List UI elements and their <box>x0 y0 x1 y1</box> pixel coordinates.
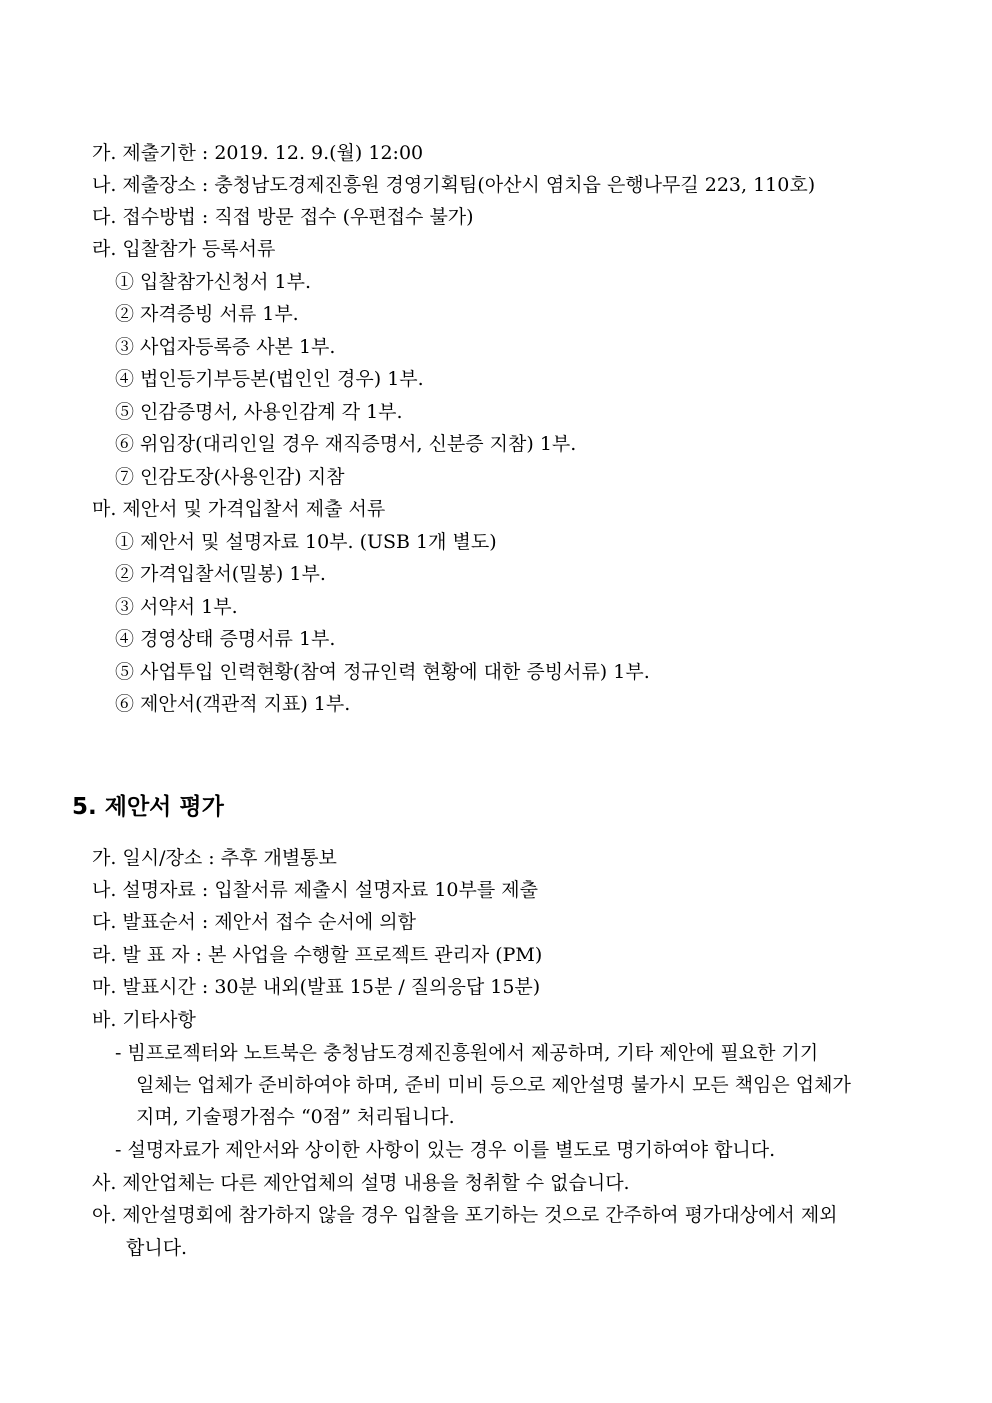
presentation-order: 다. 발표순서 : 제안서 접수 순서에 의함 <box>92 911 416 933</box>
other-matters-item-continued: 지며, 기술평가점수 “0점” 처리됩니다. <box>136 1106 455 1128</box>
list-item: ② 가격입찰서(밀봉) 1부. <box>115 563 326 585</box>
list-item: ⑥ 제안서(객관적 지표) 1부. <box>115 693 351 715</box>
list-item: ② 자격증빙 서류 1부. <box>115 303 299 325</box>
absence-notice: 아. 제안설명회에 참가하지 않을 경우 입찰을 포기하는 것으로 간주하여 평가대상에서 제외 <box>92 1204 838 1226</box>
list-item: ④ 법인등기부등본(법인인 경우) 1부. <box>115 368 424 390</box>
list-item: ③ 서약서 1부. <box>115 596 238 618</box>
submission-method: 다. 접수방법 : 직접 방문 접수 (우편접수 불가) <box>92 206 474 228</box>
presenter: 라. 발 표 자 : 본 사업을 수행할 프로젝트 관리자 (PM) <box>92 944 543 966</box>
presentation-time: 마. 발표시간 : 30분 내외(발표 15분 / 질의응답 15분) <box>92 976 541 998</box>
other-matters-item: - 설명자료가 제안서와 상이한 사항이 있는 경우 이를 별도로 명기하여야 합니다. <box>115 1139 776 1161</box>
other-matters-item: - 빔프로젝터와 노트북은 충청남도경제진흥원에서 제공하며, 기타 제안에 필요한 기기 <box>115 1042 819 1064</box>
listening-restriction: 사. 제안업체는 다른 제안업체의 설명 내용을 청취할 수 없습니다. <box>92 1172 630 1194</box>
submission-deadline: 가. 제출기한 : 2019. 12. 9.(월) 12:00 <box>92 142 424 164</box>
list-item: ⑤ 사업투입 인력현황(참여 정규인력 현황에 대한 증빙서류) 1부. <box>115 661 650 683</box>
proposal-documents-title: 마. 제안서 및 가격입찰서 제출 서류 <box>92 498 386 520</box>
absence-notice-continued: 합니다. <box>126 1237 188 1259</box>
list-item: ⑥ 위임장(대리인일 경우 재직증명서, 신분증 지참) 1부. <box>115 433 577 455</box>
list-item: ③ 사업자등록증 사본 1부. <box>115 336 336 358</box>
list-item: ① 제안서 및 설명자료 10부. (USB 1개 별도) <box>115 531 497 553</box>
other-matters-item-continued: 일체는 업체가 준비하여야 하며, 준비 미비 등으로 제안설명 불가시 모든 책임은 업체가 <box>136 1074 851 1096</box>
list-item: ④ 경영상태 증명서류 1부. <box>115 628 336 650</box>
list-item: ⑦ 인감도장(사용인감) 지참 <box>115 466 345 488</box>
evaluation-date-place: 가. 일시/장소 : 추후 개별통보 <box>92 847 337 869</box>
evaluation-materials: 나. 설명자료 : 입찰서류 제출시 설명자료 10부를 제출 <box>92 879 538 901</box>
section-heading: 5. 제안서 평가 <box>72 794 224 820</box>
list-item: ⑤ 인감증명서, 사용인감계 각 1부. <box>115 401 403 423</box>
other-matters-title: 바. 기타사항 <box>92 1009 196 1031</box>
submission-place: 나. 제출장소 : 충청남도경제진흥원 경영기획팀(아산시 염치읍 은행나무길 223, 110호) <box>92 174 816 196</box>
registration-documents-title: 라. 입찰참가 등록서류 <box>92 238 276 260</box>
list-item: ① 입찰참가신청서 1부. <box>115 271 312 293</box>
